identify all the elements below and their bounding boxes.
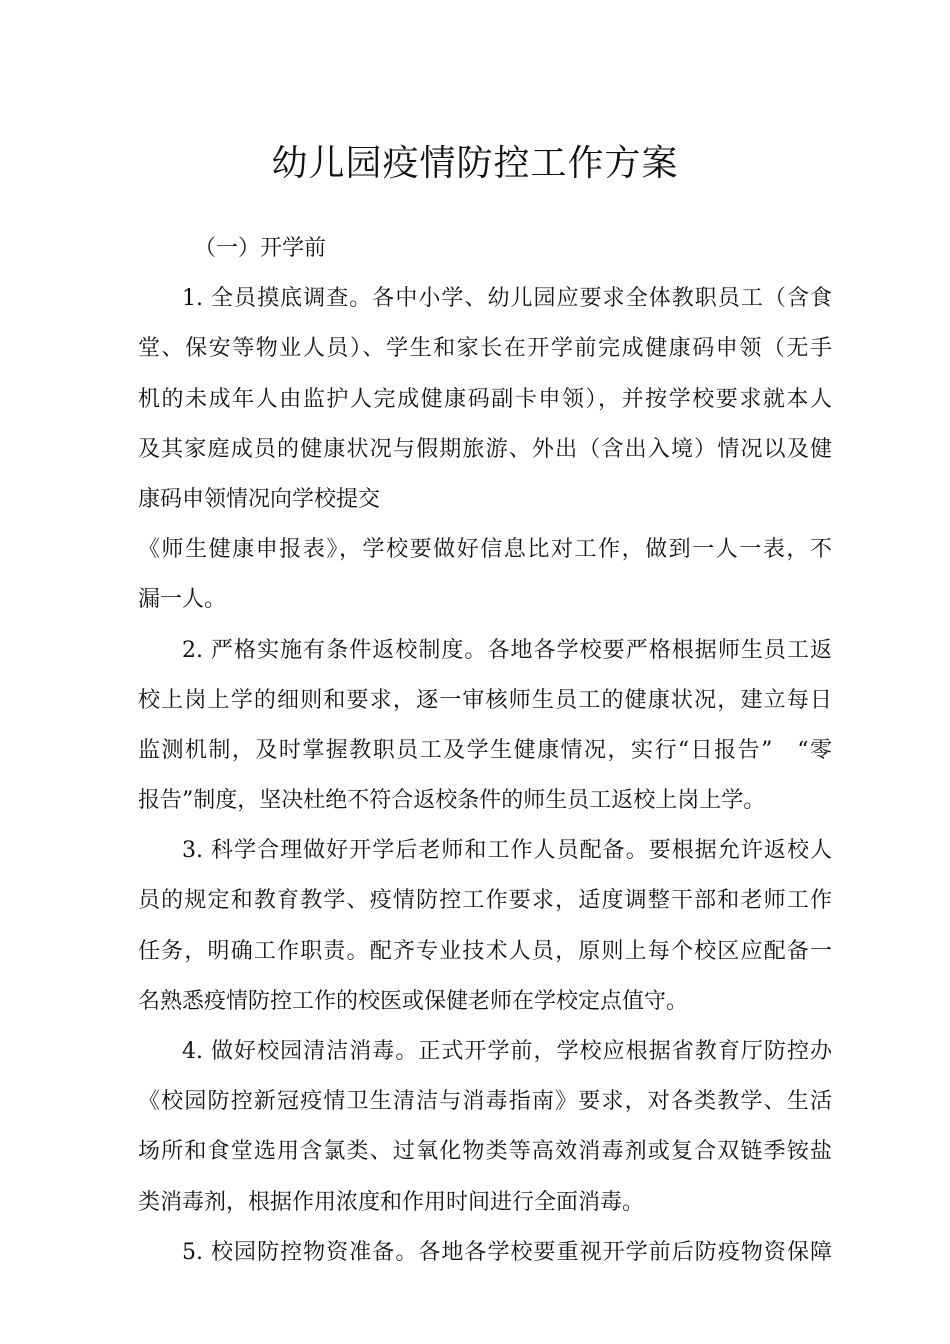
paragraph-line: 3. 科学合理做好开学后老师和工作人员配备。要根据允许返校人 bbox=[182, 838, 832, 864]
section-heading: （一）开学前 bbox=[194, 236, 327, 261]
paragraph-line: 类消毒剂，根据作用浓度和作用时间进行全面消毒。 bbox=[138, 1189, 645, 1215]
paragraph-line: 监测机制，及时掌握教职员工及学生健康情况，实行“日报告” “零 bbox=[138, 737, 832, 763]
document-title: 幼儿园疫情防控工作方案 bbox=[271, 143, 679, 184]
paragraph-line: 《校园防控新冠疫情卫生清洁与消毒指南》要求，对各类教学、生活 bbox=[138, 1089, 832, 1115]
paragraph-line: 场所和食堂选用含氯类、过氧化物类等高效消毒剂或复合双链季铵盐 bbox=[138, 1139, 832, 1165]
paragraph-line: 任务，明确工作职责。配齐专业技术人员，原则上每个校区应配备一 bbox=[138, 938, 832, 964]
paragraph-line: 校上岗上学的细则和要求，逐一审核师生员工的健康状况，建立每日 bbox=[138, 687, 832, 713]
paragraph-line: 堂、保安等物业人员）、学生和家长在开学前完成健康码申领（无手 bbox=[138, 336, 832, 362]
paragraph-line: 5. 校园防控物资准备。各地各学校要重视开学前后防疫物资保障 bbox=[182, 1239, 832, 1265]
paragraph-line: 《师生健康申报表》，学校要做好信息比对工作，做到一人一表，不 bbox=[138, 537, 832, 563]
paragraph-line: 4. 做好校园清洁消毒。正式开学前，学校应根据省教育厅防控办 bbox=[182, 1039, 832, 1064]
paragraph-line: 报告”制度，坚决杜绝不符合返校条件的师生员工返校上岗上学。 bbox=[138, 788, 766, 814]
paragraph-line: 康码申领情况向学校提交 bbox=[138, 486, 381, 512]
paragraph-line: 机的未成年人由监护人完成健康码副卡申领），并按学校要求就本人 bbox=[138, 386, 832, 412]
paragraph-line: 漏一人。 bbox=[138, 587, 227, 613]
paragraph-line: 及其家庭成员的健康状况与假期旅游、外出（含出入境）情况以及健 bbox=[138, 436, 832, 462]
paragraph-line: 2. 严格实施有条件返校制度。各地各学校要严格根据师生员工返 bbox=[182, 637, 832, 663]
paragraph-line: 员的规定和教育教学、疫情防控工作要求，适度调整干部和老师工作 bbox=[138, 888, 832, 914]
paragraph-line: 1. 全员摸底调查。各中小学、幼儿园应要求全体教职员工（含食 bbox=[182, 286, 832, 312]
paragraph-line: 名熟悉疫情防控工作的校医或保健老师在学校定点值守。 bbox=[138, 988, 689, 1014]
document-body bbox=[138, 224, 832, 1278]
